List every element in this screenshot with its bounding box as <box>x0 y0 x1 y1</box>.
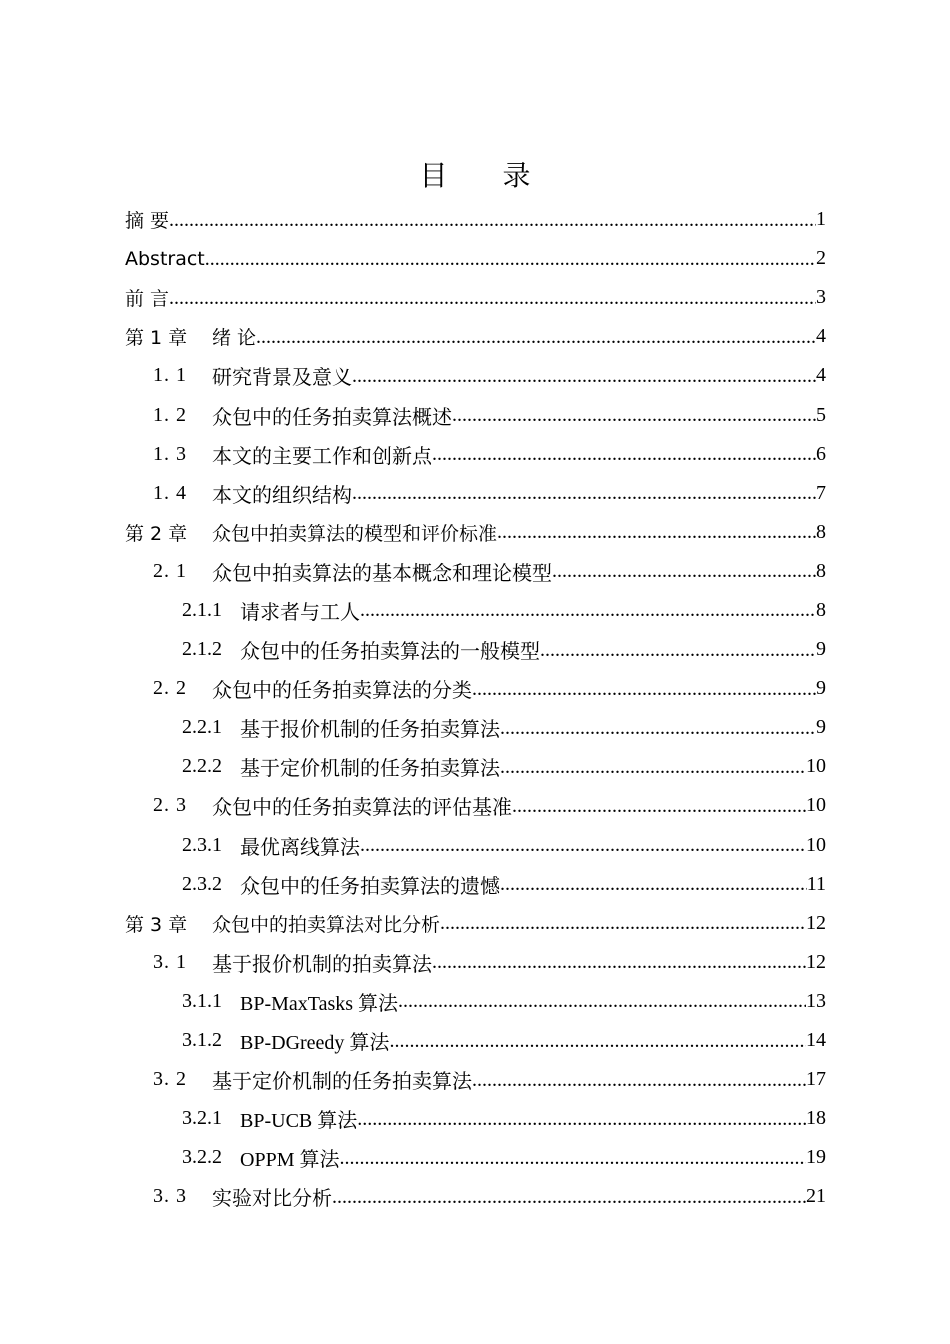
toc-dot-leader <box>256 327 816 347</box>
toc-entry-title: 最优离线算法 <box>240 836 360 859</box>
toc-entry-title: 摘 要 <box>125 210 170 233</box>
toc-dot-leader <box>339 1148 806 1168</box>
toc-dot-leader <box>432 444 816 464</box>
toc-entry-number: 2. 3 <box>153 794 187 817</box>
toc-entry[interactable] <box>125 630 826 669</box>
toc-entry-page-number: 9 <box>816 638 826 661</box>
toc-entry-page-number: 5 <box>816 403 826 426</box>
toc-dot-leader <box>512 796 806 816</box>
toc-entry-page-number: 8 <box>816 520 826 543</box>
toc-entry-page-number: 12 <box>806 950 826 973</box>
toc-entry-number: 3. 2 <box>153 1068 187 1091</box>
toc-entry[interactable] <box>125 278 826 317</box>
toc-entry-title: BP-UCB 算法 <box>240 1110 358 1133</box>
toc-entry-page-number: 2 <box>816 247 826 270</box>
toc-entry[interactable] <box>125 1138 826 1177</box>
toc-dot-leader <box>352 366 816 386</box>
toc-entry-title: 众包中的任务拍卖算法的遗憾 <box>240 875 500 898</box>
toc-entry-title: Abstract <box>125 247 205 270</box>
toc-entry-title: 基于报价机制的任务拍卖算法 <box>240 719 500 742</box>
toc-entry-number: 3.1.1 <box>182 989 222 1012</box>
toc-entry-title: 基于报价机制的拍卖算法 <box>212 953 432 976</box>
toc-dot-leader <box>432 952 806 972</box>
toc-entry[interactable] <box>125 317 826 356</box>
toc-entry[interactable] <box>125 826 826 865</box>
toc-entry[interactable] <box>125 552 826 591</box>
toc-entry-title: 众包中拍卖算法的模型和评价标准 <box>212 522 498 545</box>
toc-entry[interactable] <box>125 1060 826 1099</box>
toc-dot-leader <box>472 679 816 699</box>
toc-entry-title: 众包中拍卖算法的基本概念和理论模型 <box>212 562 552 585</box>
toc-dot-leader <box>357 1109 806 1129</box>
toc-entry-title: 众包中的任务拍卖算法的评估基准 <box>212 797 512 820</box>
toc-entry[interactable] <box>125 435 826 474</box>
toc-entry-title: 本文的主要工作和创新点 <box>212 445 432 468</box>
toc-entry-page-number: 4 <box>816 364 826 387</box>
toc-dot-leader <box>169 210 816 230</box>
toc-dot-leader <box>500 874 807 894</box>
toc-dot-leader <box>500 718 816 738</box>
toc-dot-leader <box>360 600 816 620</box>
toc-entry-title: BP-MaxTasks 算法 <box>240 992 399 1015</box>
toc-entry-number: 2.3.2 <box>182 872 222 895</box>
toc-entry[interactable] <box>125 1099 826 1138</box>
toc-entry-number: 第 1 章 <box>125 327 188 350</box>
toc-entry-number: 2.1.1 <box>182 598 222 621</box>
toc-entry-page-number: 4 <box>816 325 826 348</box>
toc-entry[interactable] <box>125 747 826 786</box>
toc-entry[interactable] <box>125 513 826 552</box>
toc-entry-title: 请求者与工人 <box>240 601 360 624</box>
toc-entry-page-number: 10 <box>806 755 826 778</box>
toc-entry[interactable] <box>125 669 826 708</box>
toc-entry-number: 第 2 章 <box>125 522 188 545</box>
toc-entry-number: 1. 1 <box>153 364 187 387</box>
toc-dot-leader <box>169 288 816 308</box>
toc-dot-leader <box>500 757 806 777</box>
toc-entry-number: 3.1.2 <box>182 1029 222 1052</box>
toc-entry-page-number: 1 <box>816 208 826 231</box>
toc-entry[interactable] <box>125 865 826 904</box>
toc-dot-leader <box>398 991 806 1011</box>
toc-entry-number: 第 3 章 <box>125 913 188 936</box>
toc-dot-leader <box>540 640 816 660</box>
toc-entry-title: BP-DGreedy 算法 <box>240 1032 390 1055</box>
toc-dot-leader <box>472 1070 806 1090</box>
toc-entry-number: 1. 4 <box>153 481 187 504</box>
toc-entry-number: 2.3.1 <box>182 833 222 856</box>
toc-entry-page-number: 18 <box>806 1107 826 1130</box>
toc-entry-page-number: 10 <box>806 794 826 817</box>
toc-entry-title: 基于定价机制的任务拍卖算法 <box>212 1071 472 1094</box>
toc-entry-page-number: 9 <box>816 716 826 739</box>
toc-entry[interactable] <box>125 200 826 239</box>
toc-entry[interactable] <box>125 982 826 1021</box>
toc-entry[interactable] <box>125 904 826 943</box>
toc-dot-leader <box>452 405 816 425</box>
toc-entry[interactable] <box>125 786 826 825</box>
toc-entry[interactable] <box>125 1021 826 1060</box>
toc-entry-page-number: 7 <box>816 481 826 504</box>
toc-entry-number: 2. 1 <box>153 559 187 582</box>
toc-dot-leader <box>440 913 806 933</box>
toc-entry-title: 众包中的拍卖算法对比分析 <box>212 913 441 936</box>
toc-entry-page-number: 14 <box>806 1029 826 1052</box>
toc-entry-number: 2.2.2 <box>182 755 222 778</box>
toc-dot-leader <box>352 483 816 503</box>
toc-entry-page-number: 3 <box>816 286 826 309</box>
toc-entry[interactable] <box>125 1177 826 1216</box>
toc-entry-title: OPPM 算法 <box>240 1149 340 1172</box>
toc-dot-leader <box>552 561 816 581</box>
toc-entry-title: 绪 论 <box>212 327 257 350</box>
toc-entry-number: 3.2.1 <box>182 1107 222 1130</box>
toc-entry-number: 1. 3 <box>153 442 187 465</box>
toc-entry-title: 众包中的任务拍卖算法的一般模型 <box>240 641 540 664</box>
toc-entry[interactable] <box>125 474 826 513</box>
toc-entry[interactable] <box>125 356 826 395</box>
toc-entry-number: 3.2.2 <box>182 1146 222 1169</box>
toc-entry[interactable] <box>125 239 826 278</box>
toc-entry-number: 3. 3 <box>153 1185 187 1208</box>
toc-entry-title: 实验对比分析 <box>212 1188 332 1211</box>
toc-entry-page-number: 9 <box>816 677 826 700</box>
toc-entry-title: 基于定价机制的任务拍卖算法 <box>240 758 500 781</box>
toc-entry-page-number: 8 <box>816 598 826 621</box>
toc-entry-page-number: 17 <box>806 1068 826 1091</box>
toc-entry-title: 众包中的任务拍卖算法的分类 <box>212 680 472 703</box>
toc-dot-leader <box>389 1031 806 1051</box>
toc-dot-leader <box>497 522 816 542</box>
toc-entry-title: 前 言 <box>125 288 170 311</box>
toc-entry-page-number: 19 <box>806 1146 826 1169</box>
toc-entry-page-number: 10 <box>806 833 826 856</box>
toc-entry-title: 本文的组织结构 <box>212 484 352 507</box>
toc-dot-leader <box>332 1187 806 1207</box>
toc-entry-number: 1. 2 <box>153 403 187 426</box>
toc-entry[interactable] <box>125 395 826 434</box>
toc-entry-page-number: 13 <box>806 989 826 1012</box>
toc-entry-title: 众包中的任务拍卖算法概述 <box>212 406 452 429</box>
toc-title: 目 录 <box>419 161 555 192</box>
toc-entry-page-number: 21 <box>806 1185 826 1208</box>
toc-entry-number: 3. 1 <box>153 950 187 973</box>
toc-entry-number: 2. 2 <box>153 677 187 700</box>
toc-entry[interactable] <box>125 943 826 982</box>
toc-entry-page-number: 12 <box>806 911 826 934</box>
toc-entry-number: 2.1.2 <box>182 638 222 661</box>
toc-list <box>125 200 826 1216</box>
toc-entry-page-number: 8 <box>816 559 826 582</box>
toc-entry-page-number: 11 <box>806 872 826 895</box>
toc-entry-number: 2.2.1 <box>182 716 222 739</box>
toc-entry[interactable] <box>125 708 826 747</box>
toc-entry[interactable] <box>125 591 826 630</box>
toc-entry-title: 研究背景及意义 <box>212 367 352 390</box>
toc-dot-leader <box>360 835 806 855</box>
toc-entry-page-number: 6 <box>816 442 826 465</box>
toc-dot-leader <box>205 249 816 269</box>
